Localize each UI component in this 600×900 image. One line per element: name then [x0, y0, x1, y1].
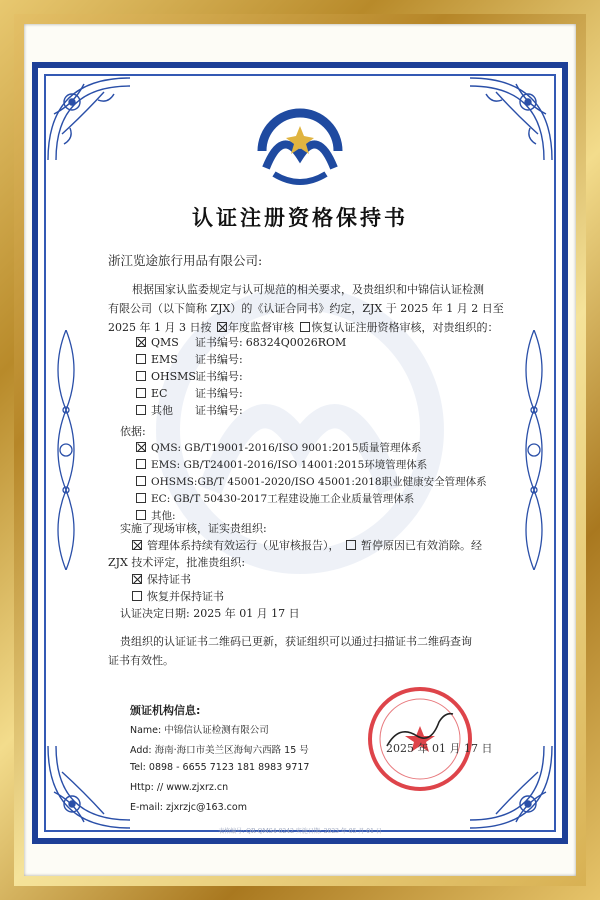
continuous-operation-label: 管理体系持续有效运行（见审核报告）， — [147, 539, 340, 552]
approve-line: ZJX 技术评定，批准贵组织: — [108, 556, 246, 569]
certificate-type-label: EMS — [151, 353, 178, 366]
continuous-operation-checkbox[interactable] — [132, 540, 142, 550]
certificate-number-label: 证书编号: — [195, 336, 243, 349]
basis-standard-label: OHSMS:GB/T 45001-2020/ISO 45001:2018职业健康安全管理体系 — [151, 476, 487, 488]
company-logo — [252, 108, 348, 194]
suspension-removed-checkbox[interactable] — [346, 540, 356, 550]
recipient-name: 浙江览途旅行用品有限公司: — [108, 253, 263, 268]
certificate-type-checkbox[interactable] — [136, 337, 146, 347]
restore-certificate-checkbox[interactable] — [132, 591, 142, 601]
certificate-number-label: 证书编号: — [195, 387, 243, 400]
certificate-type-label: 其他 — [151, 404, 173, 417]
certificate-type-row — [136, 401, 246, 420]
certificate-number-label: 证书编号: — [195, 404, 243, 417]
basis-standard-label: 其他: — [151, 510, 176, 522]
certificate-number-label: 证书编号: — [195, 370, 243, 383]
qr-note-line-2: 证书有效性。 — [108, 654, 174, 667]
restore-audit-label: 恢复认证注册资格审核，对贵组织的： — [311, 321, 499, 334]
basis-standard-label: EMS: GB/T24001-2016/ISO 14001:2015环境管理体系 — [151, 459, 428, 471]
qr-note-line-1: 贵组织的认证证书二维码已更新，获证组织可以通过扫描证书二维码查询 — [120, 635, 472, 648]
issuer-heading: 颁证机构信息: — [130, 704, 201, 717]
restore-certificate-label: 恢复并保持证书 — [147, 590, 224, 603]
basis-standard-checkbox[interactable] — [136, 459, 146, 469]
certificate-type-label: QMS — [151, 336, 179, 349]
official-seal — [365, 684, 475, 794]
restore-audit-checkbox[interactable] — [300, 322, 310, 332]
certificate-number-label: 证书编号: — [195, 353, 243, 366]
issuer-email[interactable]: E-mail: zjxrzjc@163.com — [130, 802, 247, 813]
decision-date: 认证决定日期: 2025 年 01 月 17 日 — [120, 607, 300, 620]
issuer-address: Add: 海南·海口市美兰区海甸六西路 15 号 — [130, 745, 309, 756]
issuer-website[interactable]: Http: // www.zjxrz.cn — [130, 782, 229, 793]
certificate-number-value: 68324Q0026ROM — [245, 336, 347, 349]
keep-certificate-label: 保持证书 — [147, 573, 191, 586]
suspension-removed-label: 暂停原因已有效消除。经 — [361, 539, 482, 552]
basis-standard-row — [136, 490, 414, 509]
corner-ornament-bottom-left — [44, 742, 134, 832]
form-footer: 表格编号: QR-QMS4-0242 实施日期: 2023 年 05 月 01 日 — [218, 828, 382, 835]
basis-standard-checkbox[interactable] — [136, 442, 146, 452]
audit-line: 实施了现场审核，证实贵组织: — [120, 522, 267, 535]
basis-standard-label: EC: GB/T 50430-2017工程建设施工企业质量管理体系 — [151, 493, 415, 505]
certificate-type-label: OHSMS — [151, 370, 196, 383]
corner-ornament-top-right — [466, 74, 556, 164]
annual-audit-checkbox[interactable] — [217, 322, 227, 332]
keep-certificate-checkbox[interactable] — [132, 574, 142, 584]
basis-label: 依据: — [120, 425, 146, 438]
basis-standard-checkbox[interactable] — [136, 476, 146, 486]
certificate-type-checkbox[interactable] — [136, 354, 146, 364]
certificate-title: 认证注册资格保持书 — [192, 206, 408, 230]
annual-audit-label: 年度监督审核 — [227, 321, 294, 334]
side-ornament-left — [46, 330, 86, 570]
intro-date-end: 2025 年 1 月 3 日按 — [108, 321, 212, 334]
corner-ornament-top-left — [44, 74, 134, 164]
side-ornament-right — [514, 330, 554, 570]
certificate-type-checkbox[interactable] — [136, 371, 146, 381]
issuer-name: Name: 中锦信认证检测有限公司 — [130, 725, 269, 736]
certificate-type-checkbox[interactable] — [136, 388, 146, 398]
basis-standard-label: QMS: GB/T19001-2016/ISO 9001:2015质量管理体系 — [151, 442, 422, 454]
seal-date: 2025 年 01 月 17 日 — [386, 742, 493, 755]
certificate-type-label: EC — [151, 387, 168, 400]
issuer-tel: Tel: 0898 - 6655 7123 181 8983 9717 — [130, 762, 310, 773]
certificate-type-checkbox[interactable] — [136, 405, 146, 415]
intro-line-2: 有限公司（以下简称 ZJX）的《认证合同书》约定，ZJX 于 2025 年 1 月 2 日至 — [108, 302, 504, 315]
intro-line-1: 根据国家认监委规定与认可规范的相关要求，及贵组织和中锦信认证检测 — [132, 283, 484, 296]
basis-standard-checkbox[interactable] — [136, 493, 146, 503]
